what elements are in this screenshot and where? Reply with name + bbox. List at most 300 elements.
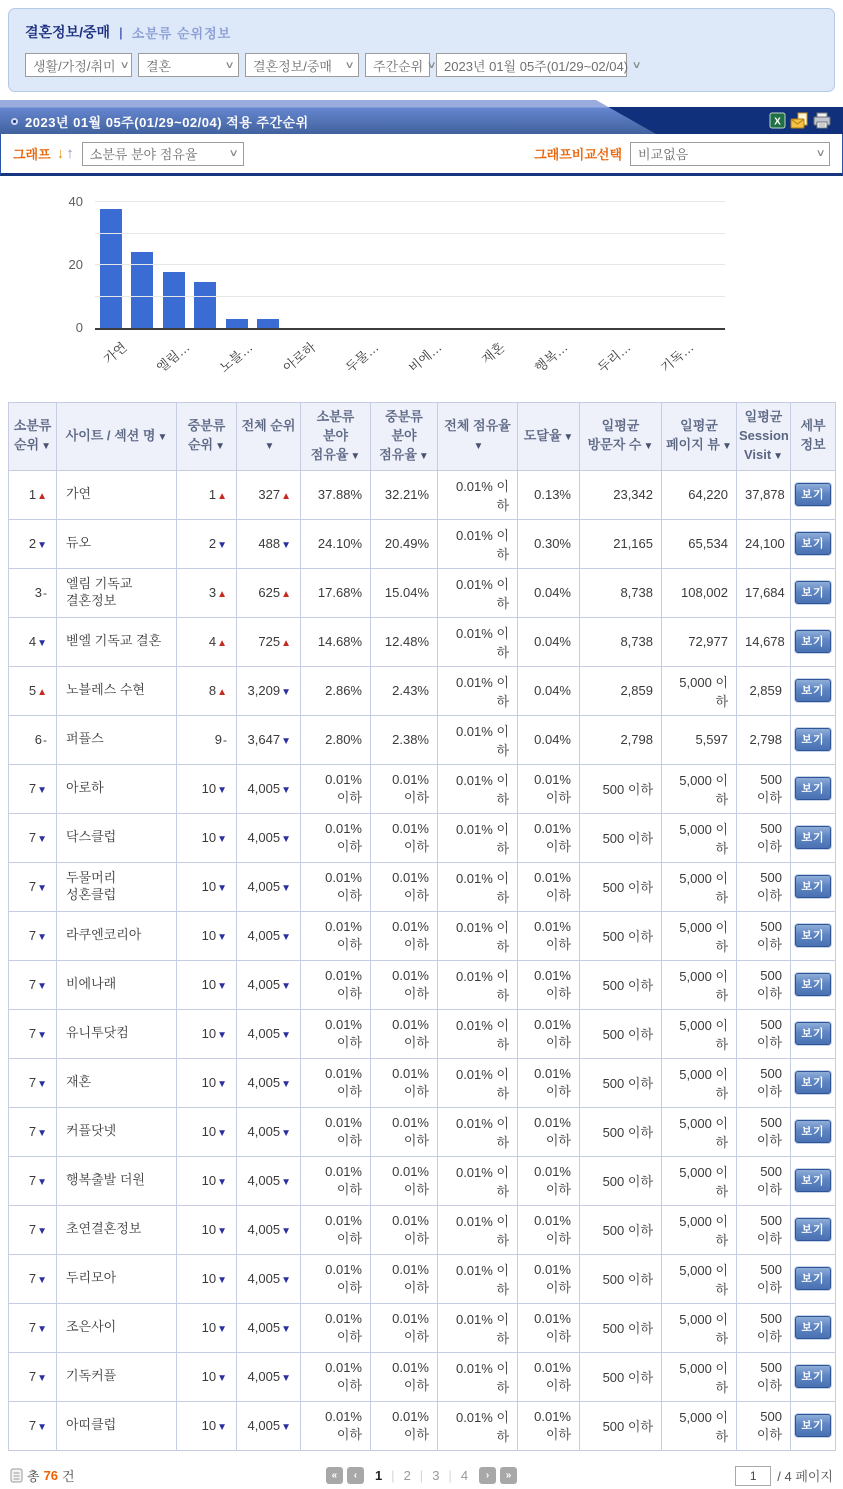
page-separator: | xyxy=(448,1468,451,1483)
cell-session: 37,878 xyxy=(737,470,791,519)
svg-text:X: X xyxy=(774,117,781,128)
cell-session: 2,859 xyxy=(737,666,791,715)
table-row xyxy=(9,1107,836,1156)
chart-x-tick-label: 두리… xyxy=(593,337,634,376)
table-row xyxy=(9,1401,836,1450)
cell-rank xyxy=(9,1156,57,1205)
filter-selects-row xyxy=(25,53,818,77)
cell-visitors: 500 이하 xyxy=(580,911,662,960)
cell-share_mid: 0.01% 이하 xyxy=(371,1303,438,1352)
next-page-button[interactable]: › xyxy=(479,1467,496,1484)
cell-rank xyxy=(9,813,57,862)
rank-change-icon: ▼ xyxy=(217,1324,227,1335)
column-header-label: 도달율 xyxy=(524,428,562,443)
cell-session: 500 이하 xyxy=(737,960,791,1009)
mid_rank-value: 10 xyxy=(202,1026,216,1041)
cell-mid_rank xyxy=(177,813,237,862)
title-divider: | xyxy=(119,25,123,40)
mid_rank-value: 8 xyxy=(209,683,216,698)
cell-share_mid: 0.01% 이하 xyxy=(371,960,438,1009)
rank-change-icon: ▲ xyxy=(37,687,47,698)
cell-site xyxy=(57,764,177,813)
column-header-label: 일평균 페이지 뷰 xyxy=(666,418,720,452)
site-name: 노블레스 수현 xyxy=(66,682,145,697)
cell-mid_rank xyxy=(177,862,237,911)
table-row xyxy=(9,1205,836,1254)
cell-rank xyxy=(9,764,57,813)
cell-detail xyxy=(791,862,836,911)
page-number-2[interactable]: 2 xyxy=(404,1468,411,1483)
rank-change-icon: - xyxy=(223,733,227,747)
cell-rank xyxy=(9,911,57,960)
pagination xyxy=(10,1467,833,1484)
site-name: 퍼플스 xyxy=(66,731,104,746)
cell-total_rank xyxy=(237,617,301,666)
view-detail-button[interactable]: 보기 xyxy=(795,973,830,996)
cell-detail xyxy=(791,813,836,862)
cell-rank xyxy=(9,1107,57,1156)
cell-session: 500 이하 xyxy=(737,1352,791,1401)
mid_rank-value: 10 xyxy=(202,977,216,992)
category-medium-value: 결혼 xyxy=(146,56,171,75)
total-count: 76 xyxy=(44,1468,58,1483)
rank-change-icon: ▼ xyxy=(217,540,227,551)
compare-label: 그래프비교선택 xyxy=(534,144,622,163)
table-header-row xyxy=(9,403,836,471)
total_rank-value: 3,209 xyxy=(248,683,281,698)
mid_rank-value: 10 xyxy=(202,1124,216,1139)
rank-change-icon: ▼ xyxy=(217,981,227,992)
cell-share_sub: 0.01% 이하 xyxy=(301,911,371,960)
mid_rank-value: 10 xyxy=(202,830,216,845)
cell-total_rank xyxy=(237,519,301,568)
cell-share_sub: 0.01% 이하 xyxy=(301,1205,371,1254)
rank-change-icon: ▲ xyxy=(217,491,227,502)
cell-share_total: 0.01% 이하 xyxy=(438,1156,518,1205)
period-select[interactable] xyxy=(436,53,627,77)
table-row xyxy=(9,1254,836,1303)
sort-arrow-icon: ▼ xyxy=(643,441,653,452)
cell-share_sub: 0.01% 이하 xyxy=(301,1009,371,1058)
chart-bar-slot xyxy=(253,202,285,328)
cell-mid_rank xyxy=(177,1352,237,1401)
cell-visitors: 500 이하 xyxy=(580,1009,662,1058)
cell-detail xyxy=(791,764,836,813)
total_rank-value: 4,005 xyxy=(248,1222,281,1237)
cell-detail xyxy=(791,1058,836,1107)
view-detail-button[interactable]: 보기 xyxy=(795,630,830,653)
cell-rank xyxy=(9,1303,57,1352)
cell-session: 500 이하 xyxy=(737,1058,791,1107)
cell-visitors: 500 이하 xyxy=(580,813,662,862)
cell-share_mid: 12.48% xyxy=(371,617,438,666)
cell-visitors: 500 이하 xyxy=(580,1156,662,1205)
cell-share_mid: 0.01% 이하 xyxy=(371,813,438,862)
cell-mid_rank xyxy=(177,1009,237,1058)
chart-x-tick-label: 두물… xyxy=(341,337,382,376)
view-detail-button[interactable]: 보기 xyxy=(795,1414,830,1437)
view-detail-button[interactable]: 보기 xyxy=(795,1071,830,1094)
graph-metric-select[interactable] xyxy=(82,142,244,166)
chart-bar-slot xyxy=(536,202,568,328)
cell-pageviews: 5,000 이하 xyxy=(662,1352,737,1401)
rank-change-icon: ▲ xyxy=(281,638,291,649)
cell-pageviews: 5,000 이하 xyxy=(662,1401,737,1450)
page-separator: | xyxy=(420,1468,423,1483)
cell-session: 500 이하 xyxy=(737,1205,791,1254)
rank-change-icon: - xyxy=(43,586,47,600)
rank-value: 7 xyxy=(29,977,36,992)
graph-controls-row xyxy=(0,134,843,176)
column-header-session[interactable] xyxy=(737,403,791,471)
cell-visitors: 2,798 xyxy=(580,715,662,764)
cell-share_mid: 0.01% 이하 xyxy=(371,862,438,911)
rank-change-icon: ▼ xyxy=(281,687,291,698)
chart-x-tick-label: 재혼 xyxy=(477,337,508,368)
view-detail-button[interactable]: 보기 xyxy=(795,826,830,849)
view-detail-button[interactable]: 보기 xyxy=(795,1022,830,1045)
cell-pageviews: 5,000 이하 xyxy=(662,1303,737,1352)
column-header-mid_rank[interactable] xyxy=(177,403,237,471)
mid_rank-value: 2 xyxy=(209,536,216,551)
cell-site xyxy=(57,715,177,764)
rank-change-icon: ▼ xyxy=(217,883,227,894)
rank-change-icon: ▼ xyxy=(281,1422,291,1433)
rank-change-icon: ▼ xyxy=(281,1226,291,1237)
chevron-down-icon: ∨ xyxy=(815,148,825,159)
view-detail-button[interactable]: 보기 xyxy=(795,532,830,555)
cell-reach: 0.01% 이하 xyxy=(518,1254,580,1303)
rank-change-icon: ▼ xyxy=(217,932,227,943)
cell-share_sub: 0.01% 이하 xyxy=(301,1107,371,1156)
cell-pageviews: 65,534 xyxy=(662,519,737,568)
sort-descending-icon[interactable]: ↓ xyxy=(57,145,65,162)
cell-reach: 0.01% 이하 xyxy=(518,1156,580,1205)
cell-reach: 0.01% 이하 xyxy=(518,1009,580,1058)
mid_rank-value: 4 xyxy=(209,634,216,649)
site-name: 유니투닷컴 xyxy=(66,1025,129,1040)
cell-visitors: 2,859 xyxy=(580,666,662,715)
cell-visitors: 500 이하 xyxy=(580,764,662,813)
cell-share_total: 0.01% 이하 xyxy=(438,1205,518,1254)
cell-reach: 0.01% 이하 xyxy=(518,911,580,960)
rank-change-icon: ▼ xyxy=(281,736,291,747)
chart-bar xyxy=(163,272,185,328)
view-detail-button[interactable]: 보기 xyxy=(795,728,830,751)
cell-pageviews: 5,000 이하 xyxy=(662,1058,737,1107)
cell-site xyxy=(57,519,177,568)
cell-detail xyxy=(791,568,836,617)
cell-detail xyxy=(791,960,836,1009)
export-toolbar xyxy=(769,112,831,129)
rank-value: 7 xyxy=(29,1075,36,1090)
sort-arrow-icon: ▼ xyxy=(419,451,429,462)
cell-share_sub: 0.01% 이하 xyxy=(301,1401,371,1450)
chart-x-axis xyxy=(95,330,725,388)
table-row xyxy=(9,470,836,519)
total-prefix: 총 xyxy=(27,1466,40,1485)
sort-arrow-icon: ▼ xyxy=(773,451,783,462)
site-name: 듀오 xyxy=(66,535,91,550)
page-number-4[interactable]: 4 xyxy=(461,1468,468,1483)
graph-metric-value: 소분류 분야 점유율 xyxy=(90,144,198,163)
rank-change-icon: ▲ xyxy=(281,589,291,600)
view-detail-button[interactable]: 보기 xyxy=(795,777,830,800)
sort-arrow-icon: ▼ xyxy=(41,441,51,452)
cell-reach: 0.01% 이하 xyxy=(518,1303,580,1352)
cell-total_rank xyxy=(237,911,301,960)
rank-change-icon: ▲ xyxy=(37,491,47,502)
site-name: 두리모아 xyxy=(66,1270,116,1285)
site-name: 벧엘 기독교 결혼 xyxy=(66,633,161,648)
rank-value: 7 xyxy=(29,781,36,796)
cell-reach: 0.13% xyxy=(518,470,580,519)
chart-bars xyxy=(95,202,725,328)
site-name: 엘림 기독교 결혼정보 xyxy=(66,576,132,608)
cell-rank xyxy=(9,1401,57,1450)
table-row xyxy=(9,1009,836,1058)
column-header-share_sub[interactable] xyxy=(301,403,371,471)
cell-mid_rank xyxy=(177,764,237,813)
cell-mid_rank xyxy=(177,568,237,617)
cell-pageviews: 5,000 이하 xyxy=(662,960,737,1009)
graph-compare-select[interactable] xyxy=(630,142,830,166)
page-number-3[interactable]: 3 xyxy=(432,1468,439,1483)
chart-bar-slot xyxy=(473,202,505,328)
view-detail-button[interactable]: 보기 xyxy=(795,924,830,947)
chart-bar-slot xyxy=(410,202,442,328)
column-header-label: 일평균 Session Visit xyxy=(739,409,789,462)
cell-pageviews: 5,000 이하 xyxy=(662,1009,737,1058)
column-header-rank[interactable] xyxy=(9,403,57,471)
cell-total_rank xyxy=(237,862,301,911)
cell-share_sub: 0.01% 이하 xyxy=(301,1352,371,1401)
chart-bar-slot xyxy=(662,202,694,328)
cell-share_mid: 0.01% 이하 xyxy=(371,1107,438,1156)
site-name: 초연결혼정보 xyxy=(66,1221,141,1236)
site-name: 커플닷넷 xyxy=(66,1123,116,1138)
cell-pageviews: 72,977 xyxy=(662,617,737,666)
cell-pageviews: 64,220 xyxy=(662,470,737,519)
cell-share_total: 0.01% 이하 xyxy=(438,1009,518,1058)
rank-change-icon: ▼ xyxy=(217,1226,227,1237)
view-detail-button[interactable]: 보기 xyxy=(795,875,830,898)
cell-site xyxy=(57,862,177,911)
sort-arrow-icon: ▼ xyxy=(265,441,275,452)
table-row xyxy=(9,617,836,666)
chart-bar-slot xyxy=(158,202,190,328)
cell-visitors: 500 이하 xyxy=(580,1058,662,1107)
column-header-label: 전체 순위 xyxy=(242,418,296,433)
cell-total_rank xyxy=(237,715,301,764)
rank-value: 3 xyxy=(35,585,42,600)
cell-mid_rank xyxy=(177,1401,237,1450)
site-name: 라쿠엔코리아 xyxy=(66,927,141,942)
page-total-label: / 4 페이지 xyxy=(777,1466,833,1485)
total_rank-value: 4,005 xyxy=(248,1271,281,1286)
cell-pageviews: 5,000 이하 xyxy=(662,1156,737,1205)
cell-rank xyxy=(9,666,57,715)
cell-visitors: 500 이하 xyxy=(580,1254,662,1303)
sort-ascending-icon[interactable]: ↑ xyxy=(66,145,74,162)
cell-rank xyxy=(9,1058,57,1107)
rank-value: 7 xyxy=(29,879,36,894)
table-body xyxy=(9,470,836,1450)
cell-share_total: 0.01% 이하 xyxy=(438,1303,518,1352)
rank-value: 5 xyxy=(29,683,36,698)
chart-x-tick-label: 기독… xyxy=(656,337,697,376)
excel-export-icon[interactable] xyxy=(769,112,786,129)
cell-share_mid: 0.01% 이하 xyxy=(371,1058,438,1107)
cell-total_rank xyxy=(237,1254,301,1303)
view-detail-button[interactable]: 보기 xyxy=(795,1365,830,1388)
sort-arrow-icon: ▼ xyxy=(157,432,167,443)
cell-detail xyxy=(791,1303,836,1352)
cell-share_total: 0.01% 이하 xyxy=(438,1352,518,1401)
rank-change-icon: ▼ xyxy=(217,785,227,796)
rank-change-icon: ▼ xyxy=(281,1030,291,1041)
cell-site xyxy=(57,666,177,715)
cell-site xyxy=(57,1107,177,1156)
column-header-share_total[interactable] xyxy=(438,403,518,471)
cell-site xyxy=(57,911,177,960)
cell-session: 500 이하 xyxy=(737,1303,791,1352)
chart-bar-slot xyxy=(505,202,537,328)
cell-rank xyxy=(9,960,57,1009)
cell-share_sub: 37.88% xyxy=(301,470,371,519)
cell-share_sub: 0.01% 이하 xyxy=(301,960,371,1009)
cell-reach: 0.04% xyxy=(518,715,580,764)
chart-x-tick-label: 가연 xyxy=(99,337,130,368)
view-detail-button[interactable]: 보기 xyxy=(795,1120,830,1143)
view-detail-button[interactable]: 보기 xyxy=(795,1169,830,1192)
rank-change-icon: ▼ xyxy=(37,1079,47,1090)
cell-detail xyxy=(791,1254,836,1303)
cell-pageviews: 5,000 이하 xyxy=(662,813,737,862)
cell-share_total: 0.01% 이하 xyxy=(438,813,518,862)
rank-change-icon: ▼ xyxy=(217,1422,227,1433)
cell-visitors: 8,738 xyxy=(580,568,662,617)
cell-share_total: 0.01% 이하 xyxy=(438,862,518,911)
column-header-site[interactable] xyxy=(57,403,177,471)
cell-reach: 0.01% 이하 xyxy=(518,764,580,813)
cell-reach: 0.01% 이하 xyxy=(518,862,580,911)
chevron-down-icon: ∨ xyxy=(427,60,437,71)
cell-session: 500 이하 xyxy=(737,1107,791,1156)
email-export-icon[interactable] xyxy=(790,112,809,129)
print-icon[interactable] xyxy=(813,112,831,129)
rank-change-icon: ▼ xyxy=(37,883,47,894)
mid_rank-value: 10 xyxy=(202,879,216,894)
column-header-visitors[interactable] xyxy=(580,403,662,471)
cell-share_mid: 2.38% xyxy=(371,715,438,764)
view-detail-button[interactable]: 보기 xyxy=(795,679,830,702)
rank-change-icon: ▼ xyxy=(37,932,47,943)
category-large-select[interactable] xyxy=(25,53,132,77)
cell-visitors: 500 이하 xyxy=(580,1107,662,1156)
rank-change-icon: ▼ xyxy=(37,1373,47,1384)
period-type-value: 주간순위 xyxy=(373,56,423,75)
column-header-label: 세부 정보 xyxy=(800,418,825,452)
category-large-value: 생활/가정/취미 xyxy=(33,56,116,75)
page-title: 결혼정보/중매 xyxy=(25,22,110,42)
site-name: 조은사이 xyxy=(66,1319,116,1334)
view-detail-button[interactable]: 보기 xyxy=(795,483,830,506)
cell-detail xyxy=(791,1107,836,1156)
rank-value: 7 xyxy=(29,1369,36,1384)
mid_rank-value: 10 xyxy=(202,928,216,943)
cell-detail xyxy=(791,1352,836,1401)
cell-reach: 0.30% xyxy=(518,519,580,568)
cell-share_total: 0.01% 이하 xyxy=(438,764,518,813)
period-type-select[interactable] xyxy=(365,53,430,77)
rank-value: 7 xyxy=(29,928,36,943)
cell-session: 500 이하 xyxy=(737,1156,791,1205)
rank-change-icon: ▼ xyxy=(37,785,47,796)
view-detail-button[interactable]: 보기 xyxy=(795,1267,830,1290)
prev-page-button[interactable]: ‹ xyxy=(347,1467,364,1484)
last-page-button[interactable]: » xyxy=(500,1467,517,1484)
column-header-reach[interactable] xyxy=(518,403,580,471)
total_rank-value: 4,005 xyxy=(248,977,281,992)
view-detail-button[interactable]: 보기 xyxy=(795,1218,830,1241)
table-row xyxy=(9,519,836,568)
cell-site xyxy=(57,568,177,617)
cell-share_mid: 0.01% 이하 xyxy=(371,1401,438,1450)
view-detail-button[interactable]: 보기 xyxy=(795,1316,830,1339)
view-detail-button[interactable]: 보기 xyxy=(795,581,830,604)
cell-total_rank xyxy=(237,813,301,862)
cell-total_rank xyxy=(237,568,301,617)
rank-change-icon: ▼ xyxy=(217,1030,227,1041)
total_rank-value: 4,005 xyxy=(248,1418,281,1433)
cell-pageviews: 108,002 xyxy=(662,568,737,617)
mid_rank-value: 10 xyxy=(202,1271,216,1286)
cell-total_rank xyxy=(237,1205,301,1254)
rank-value: 4 xyxy=(29,634,36,649)
rank-change-icon: ▼ xyxy=(281,540,291,551)
cell-mid_rank xyxy=(177,911,237,960)
cell-share_sub: 0.01% 이하 xyxy=(301,1058,371,1107)
cell-share_mid: 0.01% 이하 xyxy=(371,1156,438,1205)
graph-label: 그래프 xyxy=(13,144,51,163)
column-header-share_mid[interactable] xyxy=(371,403,438,471)
page-subtitle: 소분류 순위정보 xyxy=(132,23,232,42)
cell-visitors: 500 이하 xyxy=(580,1205,662,1254)
cell-site xyxy=(57,1058,177,1107)
column-header-pageviews[interactable] xyxy=(662,403,737,471)
category-small-select[interactable] xyxy=(245,53,359,77)
cell-share_mid: 0.01% 이하 xyxy=(371,1205,438,1254)
cell-total_rank xyxy=(237,1352,301,1401)
panel-title: 2023년 01월 05주(01/29~02/04) 적용 주간순위 xyxy=(25,112,309,131)
cell-rank xyxy=(9,519,57,568)
cell-detail xyxy=(791,1009,836,1058)
category-medium-select[interactable] xyxy=(138,53,239,77)
page-number-1[interactable]: 1 xyxy=(375,1468,382,1483)
cell-session: 500 이하 xyxy=(737,1254,791,1303)
chart-bar-slot xyxy=(599,202,631,328)
sort-arrow-icon: ▼ xyxy=(474,441,484,452)
cell-total_rank xyxy=(237,1156,301,1205)
first-page-button[interactable]: « xyxy=(326,1467,343,1484)
total_rank-value: 3,647 xyxy=(248,732,281,747)
chart-bar-slot xyxy=(190,202,222,328)
cell-total_rank xyxy=(237,764,301,813)
breadcrumb xyxy=(25,22,818,42)
cell-share_sub: 0.01% 이하 xyxy=(301,1303,371,1352)
column-header-total_rank[interactable] xyxy=(237,403,301,471)
